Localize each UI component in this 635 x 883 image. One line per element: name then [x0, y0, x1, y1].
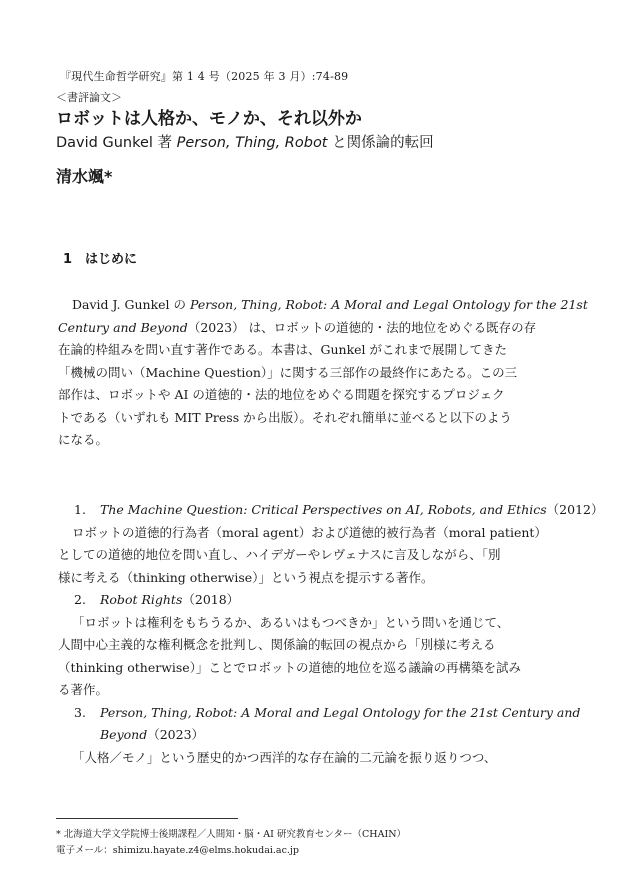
- list-item-desc: ロボットの道徳的行為者（moral agent）および道徳的被行為者（moral patient）: [72, 524, 547, 540]
- list-item-desc: 「人格／モノ」という歴史的かつ西洋的な存在論的二元論を振り返りつつ、: [72, 749, 497, 765]
- list-item-title-cont: [58, 724, 578, 747]
- paragraph-line: [58, 317, 578, 340]
- author-name: 清水颯*: [56, 167, 113, 186]
- list-item-desc: （thinking otherwise）」ことでロボットの道徳的地位を巡る議論の再構築を試み: [58, 659, 521, 675]
- section-heading: [63, 248, 137, 267]
- list-item-title: [58, 589, 578, 612]
- book-title-italic: Person, Thing, Robot: A Moral and Legal Ontology for the 21st Century and: [100, 704, 581, 720]
- book-title-italic: Beyond: [100, 727, 148, 742]
- book-title-italic: The Machine Question: Critical Perspectives on AI, Robots, and Ethics: [100, 502, 547, 517]
- book-title-italic: Robot Rights: [100, 592, 183, 607]
- section-number: 1: [63, 252, 73, 267]
- footnote-affiliation: * 北海道大学文学院博士後期課程／人間知・脳・AI 研究教育センター（CHAIN）: [56, 829, 407, 840]
- text-run: David J. Gunkel の: [72, 297, 190, 312]
- subtitle-prefix: David Gunkel 著: [56, 135, 177, 151]
- list-number: 3.: [74, 704, 86, 720]
- list-item-desc: 様に考える（thinking otherwise）」という視点を提示する著作。: [58, 569, 434, 585]
- article-title: ロボットは人格か、モノか、それ以外か: [56, 109, 362, 129]
- subtitle-suffix: と関係論的転回: [327, 135, 434, 151]
- paragraph-line: 「機械の問い（Machine Question）」に関する三部作の最終作にあたる。この三: [58, 364, 518, 380]
- article-genre: ＜書評論文＞: [56, 91, 122, 104]
- paragraph-line: [58, 294, 588, 317]
- journal-citation: 『現代生命哲学研究』第 1 4 号（2025 年 3 月）:74-89: [60, 70, 349, 83]
- list-item-desc: 「ロボットは権利をもちうるか、あるいはもつべきか」という問いを通じて、: [72, 614, 510, 630]
- list-item-desc: 人間中心主義的な権利概念を批判し、関係論的転回の視点から「別様に考える: [58, 637, 496, 652]
- section-title: はじめに: [85, 252, 138, 267]
- book-year: （2023）: [147, 727, 205, 742]
- book-year: （2012）: [546, 502, 604, 517]
- article-subtitle: [56, 131, 434, 152]
- footnote-email: 電子メール：shimizu.hayate.z4@elms.hokudai.ac.jp: [56, 845, 299, 856]
- paragraph-line: になる。: [58, 432, 109, 447]
- paragraph-line: トである（いずれも MIT Press から出版）。それぞれ簡単に並べると以下のよう: [58, 409, 512, 425]
- footnote-divider: [56, 818, 238, 819]
- paragraph-line: 在論的枠組みを問い直す著作である。本書は、Gunkel がこれまで展開してきた: [58, 342, 508, 357]
- book-title-italic: Person, Thing, Robot: A Moral and Legal Ontology for the 21st: [190, 297, 588, 312]
- list-number: 2.: [74, 592, 86, 607]
- subtitle-book-title: Person, Thing, Robot: [176, 135, 328, 151]
- book-year: （2018）: [182, 592, 240, 607]
- intro-paragraph: [58, 294, 588, 452]
- book-title-italic: Century and Beyond: [58, 319, 188, 335]
- text-run: （2023） は、ロボットの道徳的・法的地位をめぐる既存の存: [187, 319, 537, 335]
- book-list: [58, 499, 604, 769]
- list-item-title: [58, 499, 604, 522]
- list-item-title: [58, 702, 581, 725]
- list-item-desc: る著作。: [58, 682, 109, 697]
- list-number: 1.: [74, 502, 86, 517]
- list-item-desc: としての道徳的地位を問い直し、ハイデガーやレヴェナスに言及しながら、「別: [58, 547, 501, 562]
- paragraph-line: 部作は、ロボットや AI の道徳的・法的地位をめぐる問題を探究するプロジェク: [58, 387, 505, 402]
